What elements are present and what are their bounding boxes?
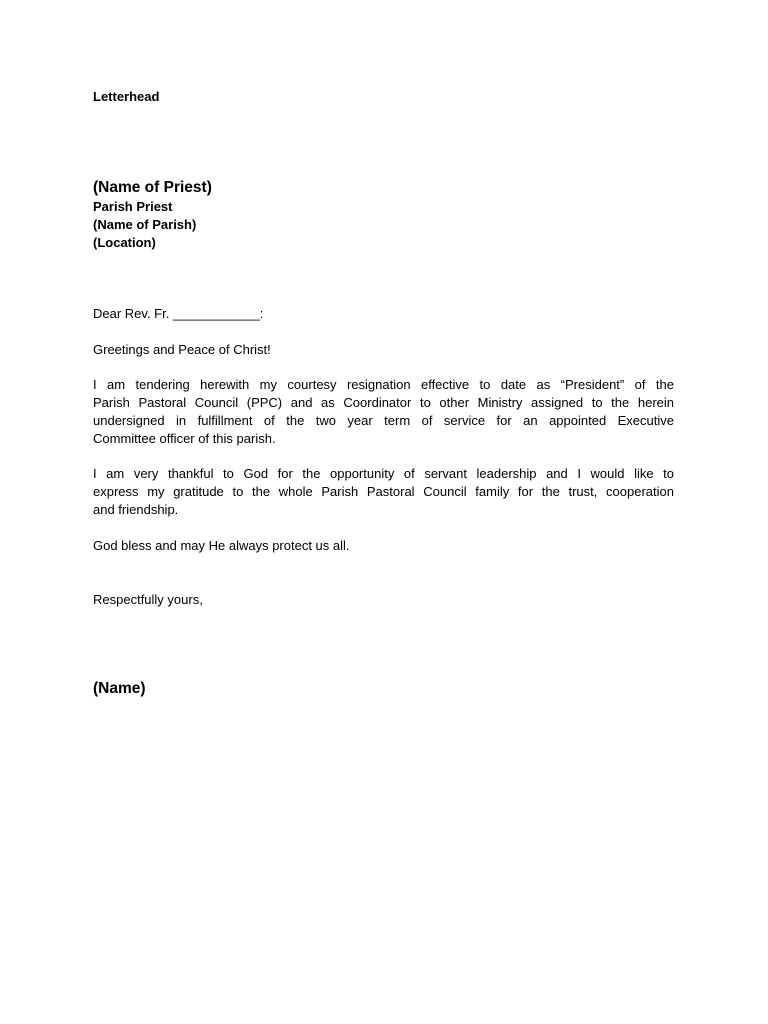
paragraph-line: I am very thankful to God for the opportunity of servant leadership and I would like to <box>93 466 674 481</box>
body-paragraph-1 <box>93 376 674 448</box>
recipient-title: Parish Priest <box>93 199 173 214</box>
closing: Respectfully yours, <box>93 592 203 607</box>
paragraph-line: Committee officer of this parish. <box>93 431 276 446</box>
signature-name: (Name) <box>93 680 146 697</box>
paragraph-line: and friendship. <box>93 502 179 517</box>
body-paragraph-3: God bless and may He always protect us all. <box>93 538 350 553</box>
recipient-parish: (Name of Parish) <box>93 217 197 232</box>
paragraph-line: I am tendering herewith my courtesy resignation effective to date as “President” of the <box>93 377 674 392</box>
paragraph-line: express my gratitude to the whole Parish Pastoral Council family for the trust, cooperation <box>93 484 674 499</box>
paragraph-line: Parish Pastoral Council (PPC) and as Coordinator to other Ministry assigned to the herein <box>93 395 674 410</box>
greeting: Greetings and Peace of Christ! <box>93 342 271 357</box>
recipient-name: (Name of Priest) <box>93 179 212 196</box>
salutation: Dear Rev. Fr. ____________: <box>93 306 264 321</box>
body-paragraph-2 <box>93 465 674 519</box>
paragraph-line: undersigned in fulfillment of the two year term of service for an appointed Executive <box>93 413 674 428</box>
letterhead-label: Letterhead <box>93 89 160 104</box>
recipient-location: (Location) <box>93 235 156 250</box>
